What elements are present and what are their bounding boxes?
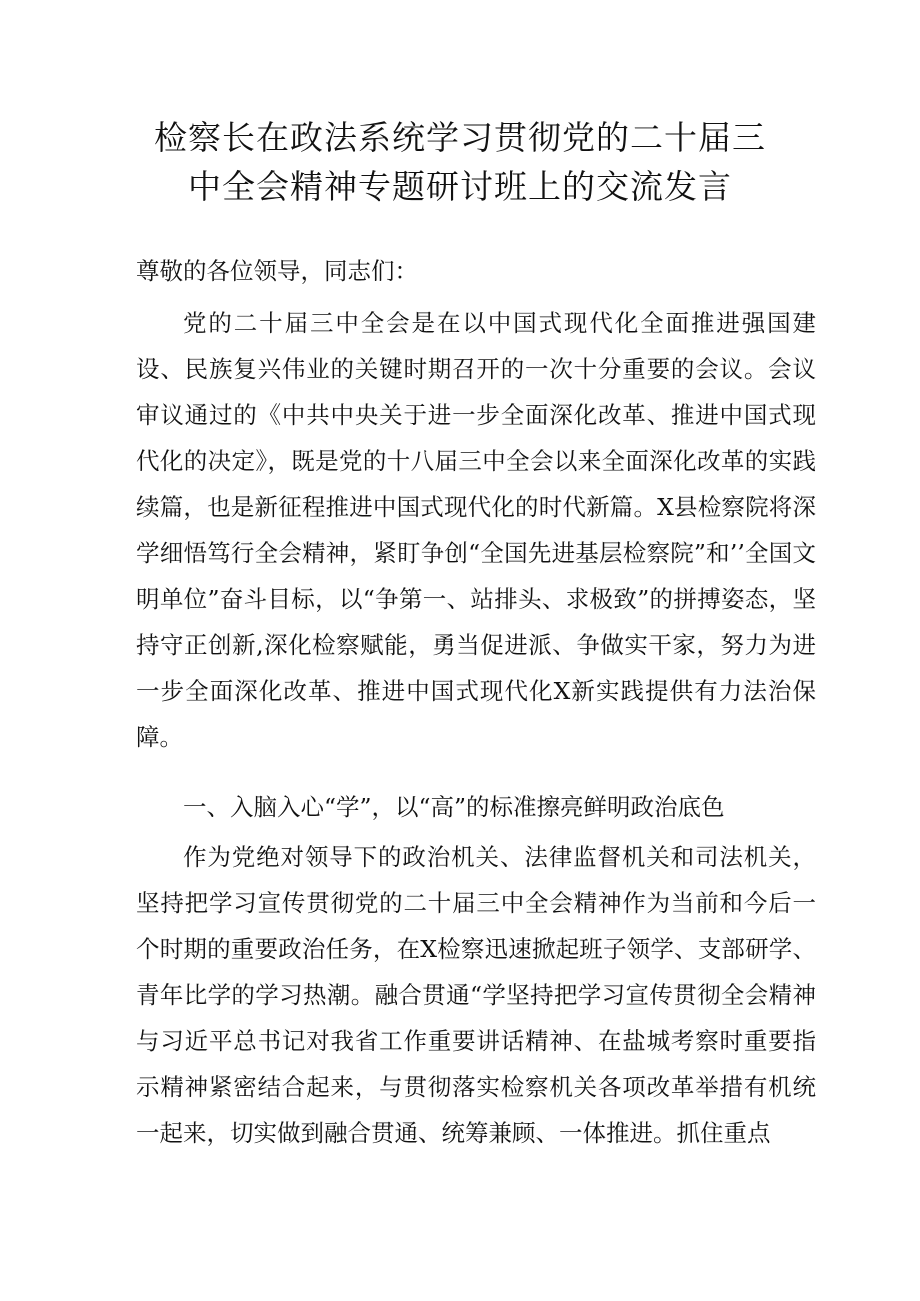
- section-heading-1: [136, 784, 816, 830]
- section-1-paragraph: [136, 834, 816, 1156]
- section-heading-1-text: 一、入脑入心“学”，以“高”的标准擦亮鲜明政治底色: [183, 793, 725, 821]
- salutation-text: 尊敬的各位领导，同志们：: [136, 257, 418, 285]
- intro-paragraph: [136, 300, 816, 760]
- salutation: [136, 248, 816, 294]
- document-title-line-2: 中全会精神专题研讨班上的交流发言: [188, 167, 732, 206]
- intro-paragraph-text: 党的二十届三中全会是在以中国式现代化全面推进强国建设、民族复兴伟业的关键时期召开的一次十分重要的会议。会议审议通过的《中共中央关于进一步全面深化改革、推进中国式现代化的决定》，既是党的十八届三中全会以来全面深化改革的实践续篇，也是新征程推进中国式现代化的时代新篇。X县检察院将深学细悟笃行全会精神，紧盯争创“全国先进基层检察院”和’’全国文明单位”奋斗目标，以“争第一、站排头、求极致”的拼搏姿态，坚持守正创新,深化检察赋能，勇当促进派、争做实干家，努力为进一步全面深化改革、推进中国式现代化X新实践提供有力法治保障。: [136, 309, 816, 751]
- section-1-paragraph-text: 作为党绝对领导下的政治机关、法律监督机关和司法机关，坚持把学习宣传贯彻党的二十届三中全会精神作为当前和今后一个时期的重要政治任务，在X检察迅速掀起班子领学、支部研学、青年比学的学习热潮。融合贯通“学坚持把学习宣传贯彻全会精神与习近平总书记对我省工作重要讲话精神、在盐城考察时重要指示精神紧密结合起来，与贯彻落实检察机关各项改革举措有机统一起来，切实做到融合贯通、统筹兼顾、一体推进。抓住重点: [136, 843, 816, 1147]
- document-title-line-1: 检察长在政法系统学习贯彻党的二十届三: [154, 118, 766, 157]
